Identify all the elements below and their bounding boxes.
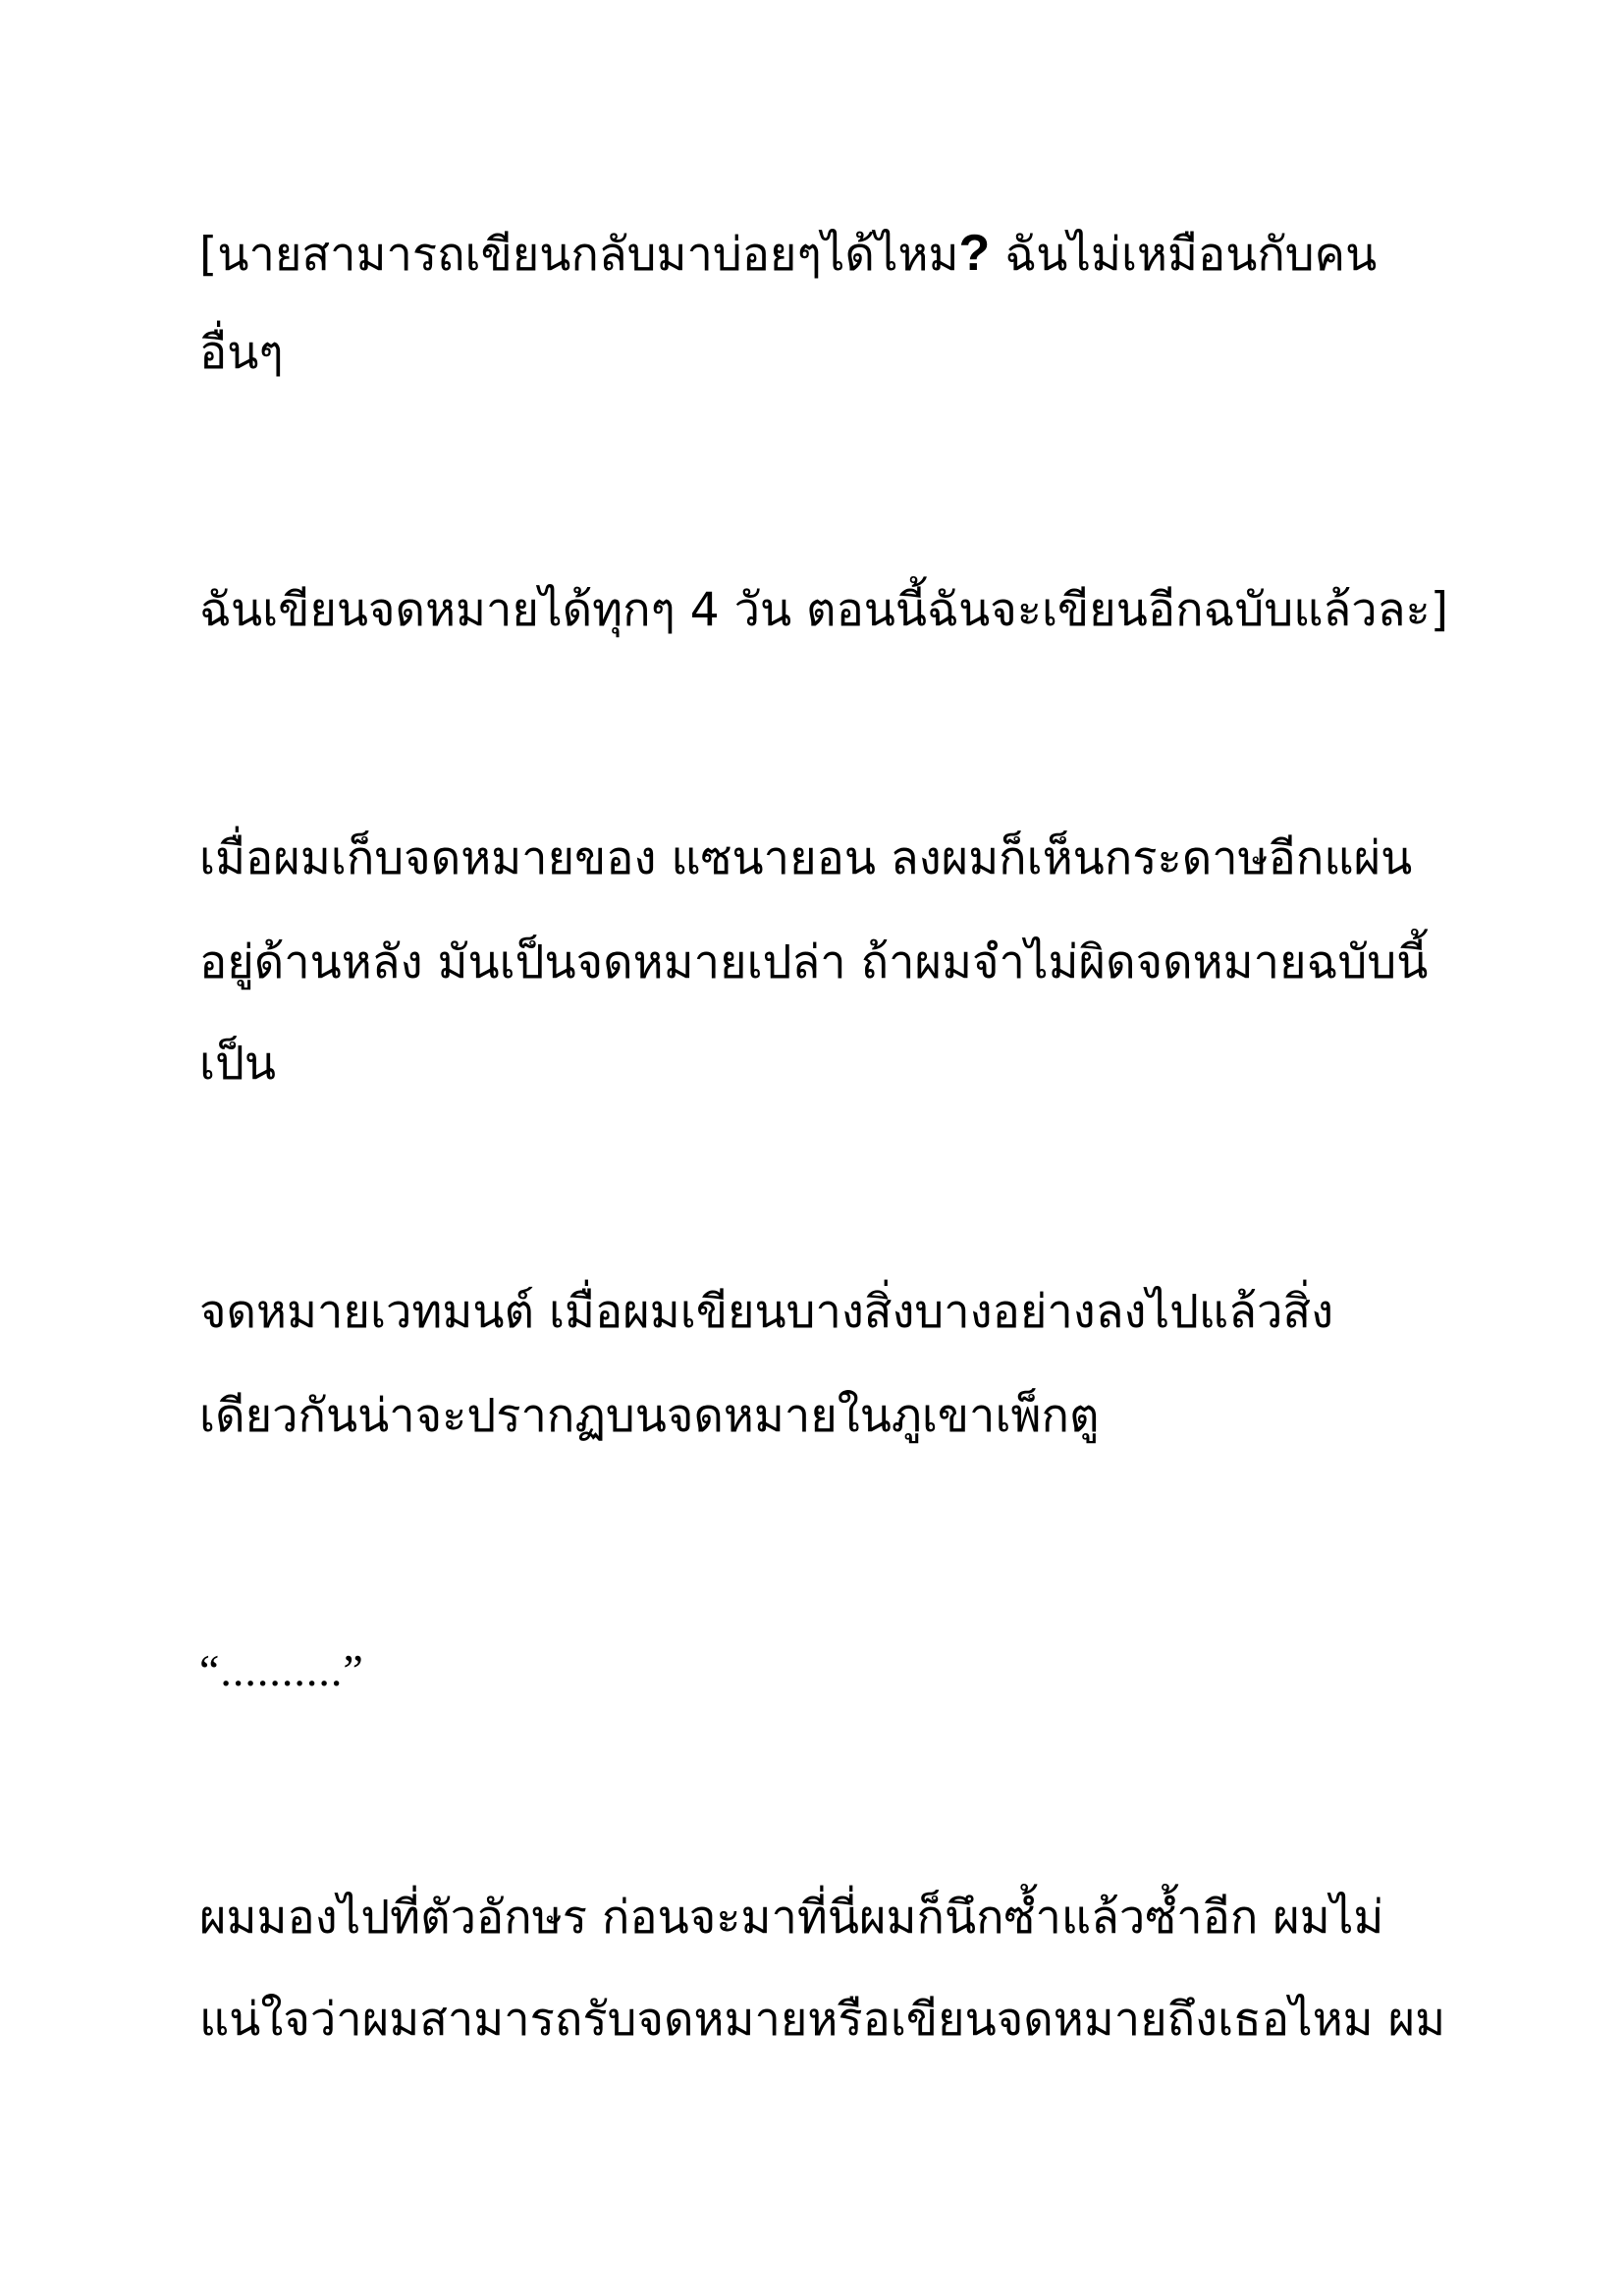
text-line: เป็น — [199, 1037, 277, 1091]
text-line: ฉันเขียนจดหมายได้ทุกๆ 4 วัน ตอนนี้ฉันจะเขียนอีกฉบับแล้วละ] — [199, 583, 1449, 637]
text-line: เมื่อผมเก็บจดหมายของ แซนายอน ลงผมก็เห็นกระดาษอีกแผ่น — [199, 831, 1413, 885]
text-line: เดียวกันน่าจะปรากฏบนจดหมายในภูเขาเพ็กตู — [199, 1389, 1100, 1443]
text-line: ผมมองไปที่ตัวอักษร ก่อนจะมาที่นี่ผมก็นึกซ้ำแล้วซ้ำอีก ผมไม่ — [199, 1891, 1384, 1945]
text-line: จดหมายเวทมนต์ เมื่อผมเขียนบางสิ่งบางอย่างลงไปแล้วสิ่ง — [199, 1285, 1334, 1339]
question-mark: ? — [958, 225, 991, 282]
text-segment: ฉันไม่เหมือนกับคน — [990, 228, 1378, 282]
text-line: อื่นๆ — [199, 326, 284, 380]
text-line: แน่ใจว่าผมสามารถรับจดหมายหรือเขียนจดหมายถึงเธอไหม ผม — [199, 1993, 1446, 2047]
ellipsis-quote: “..........” — [199, 1645, 364, 1695]
text-line — [199, 224, 1377, 285]
text-segment: [นายสามารถเขียนกลับมาบ่อยๆได้ไหม — [199, 228, 959, 282]
text-line: อยู่ด้านหลัง มันเป็นจดหมายเปล่า ถ้าผมจำไม่ผิดจดหมายฉบับนี้ — [199, 935, 1429, 989]
